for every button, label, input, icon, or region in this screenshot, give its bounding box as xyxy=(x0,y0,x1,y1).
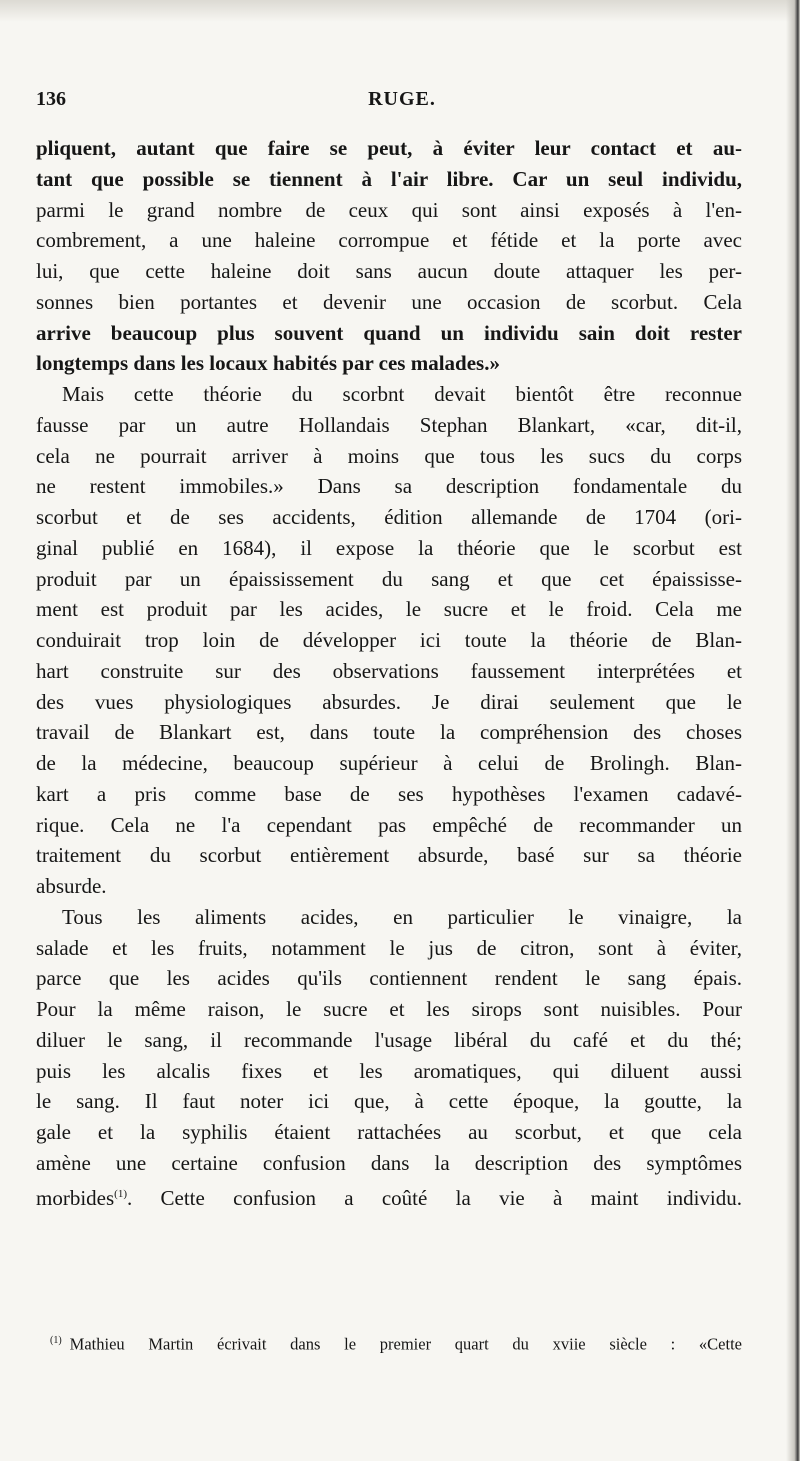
footnote-marker: (1) xyxy=(50,1335,62,1346)
text-line: cela ne pourrait arriver à moins que tous les sucs du corps xyxy=(36,443,742,468)
text-line: parce que les acides qu'ils contiennent rendent le sang épais. xyxy=(36,966,742,991)
text-line: combrement, a une haleine corrompue et fétide et la porte avec xyxy=(36,228,742,253)
text-line: absurde. xyxy=(36,874,107,898)
text-line: longtemps dans les locaux habités par ces malades.» xyxy=(36,351,500,376)
text-line: Pour la même raison, le sucre et les sirops sont nuisibles. Pour xyxy=(36,997,742,1021)
text-line: arrive beaucoup plus souvent quand un individu sain doit rester xyxy=(36,320,742,345)
text-line: kart a pris comme base de ses hypothèses l'examen cadavé- xyxy=(36,781,742,806)
page-number: 136 xyxy=(36,88,66,110)
text-line: hart construite sur des observations faussement interprétées et xyxy=(36,658,742,683)
text-line: lui, que cette haleine doit sans aucun doute attaquer les per- xyxy=(36,259,742,283)
text-line: amène une certaine confusion dans la description des symptômes xyxy=(36,1150,742,1175)
footnote-text: Mathieu Martin écrivait dans le premier quart du xviie siècle : «Cette xyxy=(69,1334,742,1354)
text-line: conduirait trop loin de développer ici toute la théorie de Blan- xyxy=(36,628,742,652)
text-line: salade et les fruits, notamment le jus de citron, sont à éviter, xyxy=(36,935,742,960)
text-line: ne restent immobiles.» Dans sa description fondamentale du xyxy=(36,474,742,499)
text-line: le sang. Il faut noter ici que, à cette époque, la goutte, la xyxy=(36,1089,742,1114)
text-line: ginal publié en 1684), il expose la théorie que le scorbut est xyxy=(36,535,742,560)
main-text xyxy=(36,133,742,1209)
text-line: tant que possible se tiennent à l'air libre. Car un seul individu, xyxy=(36,166,742,191)
scan-shadow-right xyxy=(786,0,800,1461)
text-fragment: morbides xyxy=(36,1185,115,1210)
text-line: scorbut et de ses accidents, édition allemande de 1704 (ori- xyxy=(36,505,742,529)
text-line: produit par un épaississement du sang et que cet épaississe- xyxy=(36,566,742,591)
text-line: gale et la syphilis étaient rattachées au scorbut, et que cela xyxy=(36,1120,742,1144)
text-line: traitement du scorbut entièrement absurde, basé sur sa théorie xyxy=(36,843,742,868)
text-line: de la médecine, beaucoup supérieur à celui de Brolingh. Blan- xyxy=(36,751,742,775)
running-title: RUGE. xyxy=(368,88,436,110)
text-line: fausse par un autre Hollandais Stephan Blankart, «car, dit-il, xyxy=(36,412,742,437)
text-line: Tous les aliments acides, en particulier le vinaigre, la xyxy=(62,904,742,929)
scan-shadow-top xyxy=(0,0,800,22)
text-fragment: . Cette confusion a coûté la vie à maint individu. xyxy=(126,1185,742,1210)
text-line: des vues physiologiques absurdes. Je dirai seulement que le xyxy=(36,689,742,714)
text-line: puis les alcalis fixes et les aromatiques, qui diluent aussi xyxy=(36,1058,742,1083)
text-line: rique. Cela ne l'a cependant pas empêché de recommander un xyxy=(36,812,742,837)
text-line: pliquent, autant que faire se peut, à éviter leur contact et au- xyxy=(36,136,742,160)
text-line: travail de Blankart est, dans toute la compréhension des choses xyxy=(36,720,742,745)
footnote-reference: (1) xyxy=(114,1187,127,1200)
text-line-with-note xyxy=(36,1179,742,1210)
text-line: parmi le grand nombre de ceux qui sont ainsi exposés à l'en- xyxy=(36,197,742,222)
footnote xyxy=(50,1330,742,1356)
text-line: sonnes bien portantes et devenir une occasion de scorbut. Cela xyxy=(36,289,742,314)
text-line: diluer le sang, il recommande l'usage libéral du café et du thé; xyxy=(36,1027,742,1052)
text-line: Mais cette théorie du scorbnt devait bientôt être reconnue xyxy=(62,382,742,406)
text-line: ment est produit par les acides, le sucre et le froid. Cela me xyxy=(36,597,742,622)
running-head xyxy=(36,88,768,116)
